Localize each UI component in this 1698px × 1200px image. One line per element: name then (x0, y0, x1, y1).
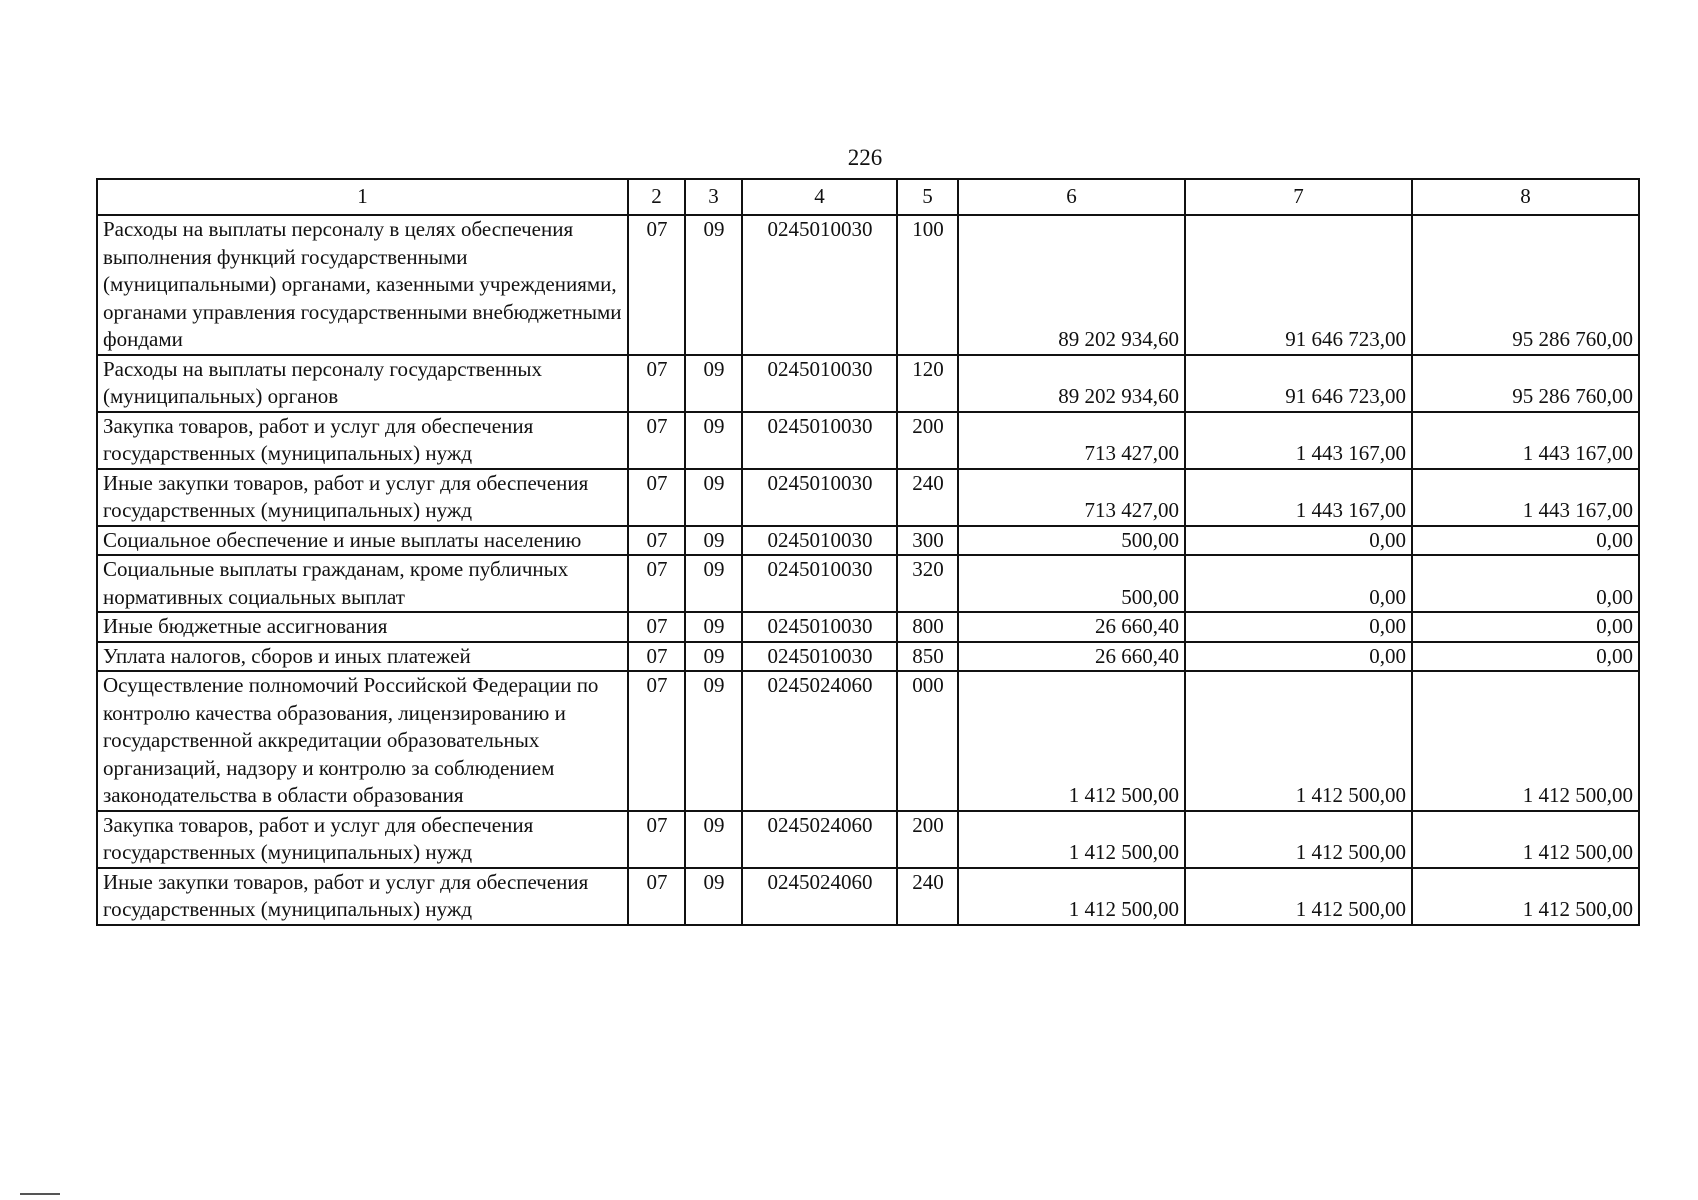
amount-col7-cell: 1 412 500,00 (1185, 811, 1412, 868)
amount-col7-cell: 0,00 (1185, 612, 1412, 642)
target-article-cell: 0245010030 (742, 469, 897, 526)
amount-col8-cell: 1 443 167,00 (1412, 412, 1639, 469)
table-row (97, 671, 1639, 811)
target-article-cell: 0245010030 (742, 412, 897, 469)
expense-name-cell: Закупка товаров, работ и услуг для обеспечения государственных (муниципальных) нужд (97, 811, 628, 868)
header-cell: 7 (1185, 179, 1412, 215)
amount-col6-cell: 26 660,40 (958, 642, 1185, 672)
header-row (97, 179, 1639, 215)
table-row (97, 412, 1639, 469)
amount-col6-cell: 500,00 (958, 555, 1185, 612)
table-row (97, 215, 1639, 355)
expense-type-cell: 240 (897, 868, 958, 925)
subsection-code-cell: 09 (685, 412, 742, 469)
amount-col6-cell: 713 427,00 (958, 469, 1185, 526)
amount-col7-cell: 91 646 723,00 (1185, 355, 1412, 412)
amount-col7-cell: 1 443 167,00 (1185, 412, 1412, 469)
amount-col6-cell: 500,00 (958, 526, 1185, 556)
expense-name-cell: Иные бюджетные ассигнования (97, 612, 628, 642)
section-code-cell: 07 (628, 555, 685, 612)
target-article-cell: 0245024060 (742, 868, 897, 925)
expense-name-cell: Социальные выплаты гражданам, кроме публичных нормативных социальных выплат (97, 555, 628, 612)
amount-col6-cell: 89 202 934,60 (958, 355, 1185, 412)
expense-name-cell: Осуществление полномочий Российской Федерации по контролю качества образования, лицензированию и государственной аккредитации образовательных организаций, надзору и контролю за соблюдением законодательства в области образования (97, 671, 628, 811)
subsection-code-cell: 09 (685, 355, 742, 412)
amount-col8-cell: 1 412 500,00 (1412, 671, 1639, 811)
subsection-code-cell: 09 (685, 555, 742, 612)
table-row (97, 555, 1639, 612)
expense-name-cell: Иные закупки товаров, работ и услуг для обеспечения государственных (муниципальных) нужд (97, 868, 628, 925)
expense-type-cell: 800 (897, 612, 958, 642)
table-row (97, 355, 1639, 412)
expense-type-cell: 320 (897, 555, 958, 612)
amount-col8-cell: 0,00 (1412, 555, 1639, 612)
section-code-cell: 07 (628, 469, 685, 526)
header-cell: 5 (897, 179, 958, 215)
amount-col8-cell: 1 412 500,00 (1412, 811, 1639, 868)
amount-col6-cell: 26 660,40 (958, 612, 1185, 642)
expense-name-cell: Социальное обеспечение и иные выплаты населению (97, 526, 628, 556)
header-cell: 8 (1412, 179, 1639, 215)
expense-type-cell: 120 (897, 355, 958, 412)
table-row (97, 612, 1639, 642)
expense-type-cell: 200 (897, 412, 958, 469)
subsection-code-cell: 09 (685, 612, 742, 642)
amount-col7-cell: 1 412 500,00 (1185, 868, 1412, 925)
amount-col6-cell: 89 202 934,60 (958, 215, 1185, 355)
expense-type-cell: 850 (897, 642, 958, 672)
section-code-cell: 07 (628, 671, 685, 811)
section-code-cell: 07 (628, 868, 685, 925)
amount-col6-cell: 1 412 500,00 (958, 868, 1185, 925)
expense-type-cell: 200 (897, 811, 958, 868)
budget-table (96, 178, 1640, 926)
target-article-cell: 0245024060 (742, 811, 897, 868)
amount-col8-cell: 0,00 (1412, 526, 1639, 556)
section-code-cell: 07 (628, 526, 685, 556)
amount-col7-cell: 0,00 (1185, 555, 1412, 612)
amount-col7-cell: 1 443 167,00 (1185, 469, 1412, 526)
amount-col7-cell: 0,00 (1185, 526, 1412, 556)
expense-type-cell: 100 (897, 215, 958, 355)
target-article-cell: 0245024060 (742, 671, 897, 811)
expense-type-cell: 240 (897, 469, 958, 526)
amount-col8-cell: 95 286 760,00 (1412, 215, 1639, 355)
target-article-cell: 0245010030 (742, 612, 897, 642)
amount-col8-cell: 1 443 167,00 (1412, 469, 1639, 526)
section-code-cell: 07 (628, 612, 685, 642)
amount-col6-cell: 1 412 500,00 (958, 811, 1185, 868)
header-cell: 6 (958, 179, 1185, 215)
target-article-cell: 0245010030 (742, 555, 897, 612)
target-article-cell: 0245010030 (742, 642, 897, 672)
expense-type-cell: 000 (897, 671, 958, 811)
scan-mark (20, 1193, 60, 1195)
amount-col8-cell: 95 286 760,00 (1412, 355, 1639, 412)
subsection-code-cell: 09 (685, 811, 742, 868)
section-code-cell: 07 (628, 412, 685, 469)
expense-name-cell: Расходы на выплаты персоналу в целях обеспечения выполнения функций государственными (муниципальными) органами, казенными учреждениями, органами управления государственными внебюджетными фондами (97, 215, 628, 355)
expense-name-cell: Уплата налогов, сборов и иных платежей (97, 642, 628, 672)
subsection-code-cell: 09 (685, 526, 742, 556)
expense-type-cell: 300 (897, 526, 958, 556)
subsection-code-cell: 09 (685, 215, 742, 355)
amount-col6-cell: 713 427,00 (958, 412, 1185, 469)
subsection-code-cell: 09 (685, 469, 742, 526)
table-row (97, 868, 1639, 925)
page-number: 226 (847, 145, 883, 170)
subsection-code-cell: 09 (685, 642, 742, 672)
amount-col7-cell: 1 412 500,00 (1185, 671, 1412, 811)
header-cell: 1 (97, 179, 628, 215)
target-article-cell: 0245010030 (742, 215, 897, 355)
amount-col8-cell: 0,00 (1412, 612, 1639, 642)
table-row (97, 811, 1639, 868)
amount-col6-cell: 1 412 500,00 (958, 671, 1185, 811)
amount-col8-cell: 0,00 (1412, 642, 1639, 672)
section-code-cell: 07 (628, 215, 685, 355)
subsection-code-cell: 09 (685, 868, 742, 925)
table-row (97, 469, 1639, 526)
target-article-cell: 0245010030 (742, 355, 897, 412)
amount-col8-cell: 1 412 500,00 (1412, 868, 1639, 925)
subsection-code-cell: 09 (685, 671, 742, 811)
section-code-cell: 07 (628, 811, 685, 868)
header-cell: 2 (628, 179, 685, 215)
header-cell: 3 (685, 179, 742, 215)
section-code-cell: 07 (628, 642, 685, 672)
target-article-cell: 0245010030 (742, 526, 897, 556)
expense-name-cell: Иные закупки товаров, работ и услуг для обеспечения государственных (муниципальных) нужд (97, 469, 628, 526)
expense-name-cell: Расходы на выплаты персоналу государственных (муниципальных) органов (97, 355, 628, 412)
amount-col7-cell: 0,00 (1185, 642, 1412, 672)
amount-col7-cell: 91 646 723,00 (1185, 215, 1412, 355)
expense-name-cell: Закупка товаров, работ и услуг для обеспечения государственных (муниципальных) нужд (97, 412, 628, 469)
header-cell: 4 (742, 179, 897, 215)
table-row (97, 526, 1639, 556)
table-row (97, 642, 1639, 672)
section-code-cell: 07 (628, 355, 685, 412)
